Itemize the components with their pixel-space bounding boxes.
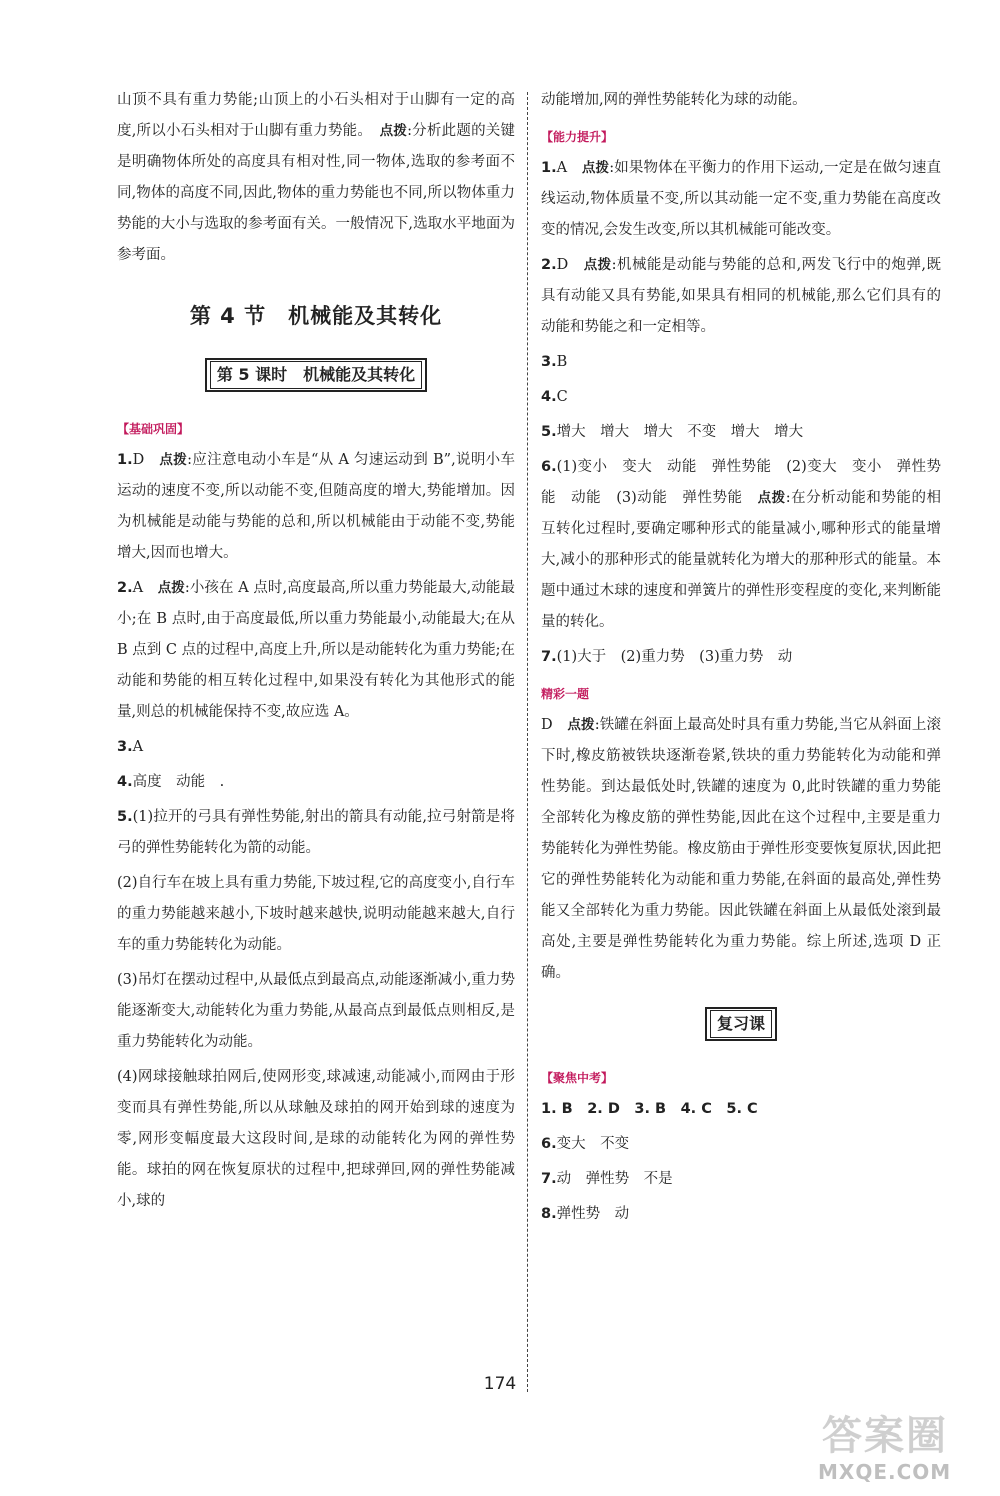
hint-label: 点拨 (159, 452, 188, 468)
item-answer: (1)大于 (2)重力势 (3)重力势 动 (556, 649, 793, 665)
answer-item (117, 767, 515, 798)
item-number: 3. (541, 354, 557, 370)
item-number: 5. (117, 809, 133, 825)
answer-item (541, 452, 941, 638)
answer-item (117, 573, 515, 728)
item-number: 5. (541, 424, 557, 440)
lesson-title-wrap (117, 358, 515, 392)
answer-item (117, 732, 515, 763)
answer-subitem: (3)吊灯在摆动过程中,从最低点到最高点,动能逐渐减小,重力势能逐渐变大,动能转化为重力势能,从最高点到最低点则相反,是重力势能转化为动能。 (117, 972, 515, 1050)
hint-label: 点拨 (157, 580, 185, 596)
item-answer: (1)变小 变大 动能 弹性势能 (2)变大 变小 弹性势能 动能 (3)动能 弹性势能 (541, 459, 941, 506)
item-number: 1. (541, 160, 557, 176)
section-title: 第 4 节 机械能及其转化 (189, 304, 443, 328)
right-column (541, 85, 941, 1234)
watermark-logo: 答案圈 (822, 1413, 948, 1459)
hint-label: 点拨 (583, 257, 612, 273)
page-number: 174 (483, 1374, 517, 1394)
item-number: 2. (541, 257, 557, 273)
item-answer: 弹性势 动 (556, 1206, 630, 1222)
item-text: :如果物体在平衡力的作用下运动,一定是在做匀速直线运动,物体质量不变,所以其动能一定不变,重力势能在高度改变的情况,会发生改变,所以其机械能可能改变。 (541, 160, 942, 238)
review-title-box (705, 1007, 777, 1041)
item-number: 7. (541, 649, 557, 665)
watermark-url: MXQE.COM (818, 1460, 952, 1484)
answer-item (541, 642, 941, 673)
item-answer: 动 弹性势 不是 (556, 1171, 673, 1187)
hint-label: 点拨 (757, 490, 786, 506)
item-number: 1. (117, 452, 133, 468)
intro-paragraph (117, 85, 515, 271)
answer-subitem: (4)网球接触球拍网后,使网形变,球减速,动能减小,而网由于形变而具有弹性势能,所以从球触及球拍的网开始到球的速度为零,网形变幅度最大这段时间,是球的动能转化为网的弹性势能。球拍的网在恢复原状的过程中,把球弹回,网的弹性势能减小,球的 (117, 1069, 515, 1209)
item-text: (1)拉开的弓具有弹性势能,射出的箭具有动能,拉弓射箭是将弓的弹性势能转化为箭的动能。 (117, 809, 515, 856)
review-answers: 1. B 2. D 3. B 4. C 5. C (541, 1101, 758, 1117)
answer-item (541, 347, 941, 378)
item-number: 6. (541, 459, 557, 475)
tag-basic: 【基础巩固】 (117, 422, 190, 436)
intro-hint-text: :分析此题的关键是明确物体所处的高度具有相对性,同一物体,选取的参考面不同,物体的高度不同,因此,物体的重力势能也不同,所以物体重力势能的大小与选取的参考面有关。一般情况下,选取水平地面为参考面。 (117, 123, 516, 263)
item-answer: A (132, 739, 144, 755)
item-answer: A (132, 580, 144, 596)
answer-item (541, 250, 941, 343)
lesson-title-box (205, 358, 427, 392)
review-title: 复习课 (710, 1010, 772, 1038)
item-text: :铁罐在斜面上最高处时具有重力势能,当它从斜面上滚下时,橡皮筋被铁块逐渐卷紧,铁块的重力势能转化为动能和弹性势能。到达最低处时,铁罐的速度为 0,此时铁罐的重力势能全部转化为橡皮筋的弹性势能,因此在这个过程中,主要是重力势能转化为弹性势能。橡皮筋由于弹性形变要恢复原状,因此把它的弹性势能转化为动能和重力势能,在斜面的最高处,弹性势能又全部转化为重力势能。因此铁罐在斜面上从最低处滚到最高处,主要是弹性势能转化为重力势能。综上所述,选项 D 正确。 (541, 717, 942, 981)
answer-item (541, 153, 941, 246)
item-answer: 变大 不变 (556, 1136, 630, 1152)
item-number: 7. (541, 1171, 557, 1187)
tag-special: 精彩一题 (541, 687, 590, 701)
answer-subitem: (2)自行车在坡上具有重力势能,下坡过程,它的高度变小,自行车的重力势能越来越小,下坡时越来越快,说明动能越来越大,自行车的重力势能转化为动能。 (117, 875, 515, 953)
item-answer: D (556, 257, 569, 273)
hint-label: 点拨 (567, 717, 595, 733)
lesson-title: 第 5 课时 机械能及其转化 (210, 361, 422, 389)
answer-item (541, 1164, 941, 1195)
item-number: 8. (541, 1206, 557, 1222)
item-number: 6. (541, 1136, 557, 1152)
tag-focus: 【聚焦中考】 (541, 1071, 614, 1085)
item-text: :在分析动能和势能的相互转化过程时,要确定哪种形式的能量减小,哪种形式的能量增大,减小的那种形式的能量就转化为增大的那种形式的能量。本题中通过木球的速度和弹簧片的弹性形变程度的变化,来判断能量的转化。 (541, 490, 942, 630)
answer-item (541, 1129, 941, 1160)
item-answer: A (556, 160, 568, 176)
left-column (117, 85, 515, 1221)
item-answer: C (556, 389, 568, 405)
item-number: 4. (117, 774, 133, 790)
answer-item (541, 417, 941, 448)
review-title-wrap (541, 1007, 941, 1041)
continued-text: 动能增加,网的弹性势能转化为球的动能。 (541, 92, 807, 108)
answer-item (541, 1199, 941, 1230)
intro-text: 山顶不具有重力势能;山顶上的小石头相对于山脚有一定的高度,所以小石头相对于山脚有重力势能。 (117, 92, 515, 139)
answer-item (117, 445, 515, 569)
item-number: 2. (117, 580, 133, 596)
item-answer: D (132, 452, 145, 468)
answer-item (117, 802, 515, 864)
item-number: 4. (541, 389, 557, 405)
hint-label: 点拨 (581, 160, 610, 176)
answer-item (541, 382, 941, 413)
hint-label: 点拨 (379, 123, 408, 139)
item-text: :应注意电动小车是“从 A 匀速运动到 B”,说明小车运动的速度不变,所以动能不变,但随高度的增大,势能增加。因为机械能是动能与势能的总和,所以机械能由于动能不变,势能增大,因而也增大。 (117, 452, 516, 561)
item-text: :机械能是动能与势能的总和,两发飞行中的炮弹,既具有动能又具有势能,如果具有相同的机械能,那么它们具有的动能和势能之和一定相等。 (541, 257, 941, 335)
item-answer: 高度 动能 . (132, 774, 225, 790)
column-divider (527, 92, 528, 1392)
special-item (541, 710, 941, 989)
item-answer: D (541, 717, 553, 733)
item-number: 3. (117, 739, 133, 755)
item-answer: 增大 增大 增大 不变 增大 增大 (556, 424, 804, 440)
item-text: :小孩在 A 点时,高度最高,所以重力势能最大,动能最小;在 B 点时,由于高度最低,所以重力势能最小,动能最大;在从 B 点到 C 点的过程中,高度上升,所以是动能转化为重力势能;在动能和势能的相互转化过程中,如果没有转化为其他形式的能量,则总的机械能保持不变,故应选 A。 (117, 580, 515, 720)
item-answer: B (556, 354, 568, 370)
tag-ability: 【能力提升】 (541, 130, 614, 144)
